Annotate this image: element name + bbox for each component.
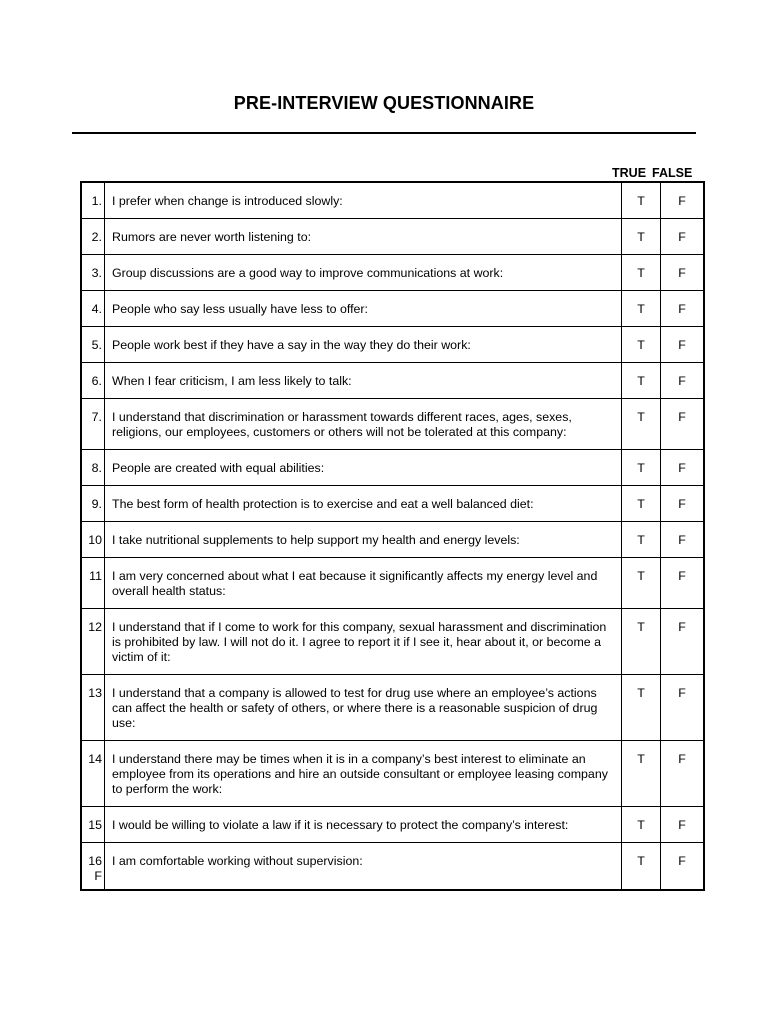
- question-text: I take nutritional supplements to help support my health and energy levels:: [105, 521, 622, 557]
- question-row: [81, 182, 704, 218]
- question-row: [81, 254, 704, 290]
- question-row: [81, 521, 704, 557]
- question-number: 8.: [81, 449, 105, 485]
- question-text: I understand there may be times when it is in a company’s best interest to eliminate an employee from its operations and hire an outside consultant or employee leasing company to perform the work:: [105, 740, 622, 806]
- question-row: [81, 362, 704, 398]
- question-text: I prefer when change is introduced slowly:: [105, 182, 622, 218]
- question-number: 10: [81, 521, 105, 557]
- true-option[interactable]: T: [622, 842, 661, 890]
- question-number: 16 F: [81, 842, 105, 890]
- question-text: Group discussions are a good way to improve communications at work:: [105, 254, 622, 290]
- false-option[interactable]: F: [661, 398, 705, 449]
- true-option[interactable]: T: [622, 449, 661, 485]
- true-option[interactable]: T: [622, 218, 661, 254]
- true-option[interactable]: T: [622, 485, 661, 521]
- question-row: [81, 398, 704, 449]
- question-number: 11: [81, 557, 105, 608]
- question-text: The best form of health protection is to exercise and eat a well balanced diet:: [105, 485, 622, 521]
- question-row: [81, 806, 704, 842]
- question-number: 5.: [81, 326, 105, 362]
- question-row: [81, 557, 704, 608]
- question-row: [81, 485, 704, 521]
- false-option[interactable]: F: [661, 842, 705, 890]
- true-option[interactable]: T: [622, 557, 661, 608]
- title-divider: [72, 132, 696, 134]
- question-number: 4.: [81, 290, 105, 326]
- question-text: Rumors are never worth listening to:: [105, 218, 622, 254]
- questionnaire-body: [81, 182, 704, 890]
- question-row: [81, 326, 704, 362]
- question-text: People work best if they have a say in the way they do their work:: [105, 326, 622, 362]
- true-option[interactable]: T: [622, 608, 661, 674]
- question-number: 3.: [81, 254, 105, 290]
- question-row: [81, 740, 704, 806]
- question-text: I understand that discrimination or harassment towards different races, ages, sexes, religions, our employees, customers or others will not be tolerated at this company:: [105, 398, 622, 449]
- question-number: 14: [81, 740, 105, 806]
- true-option[interactable]: T: [622, 740, 661, 806]
- false-option[interactable]: F: [661, 449, 705, 485]
- question-text: I am comfortable working without supervision:: [105, 842, 622, 890]
- true-option[interactable]: T: [622, 182, 661, 218]
- question-row: [81, 674, 704, 740]
- questionnaire-table: [80, 181, 705, 891]
- false-option[interactable]: F: [661, 254, 705, 290]
- question-number: 13: [81, 674, 105, 740]
- question-number: 6.: [81, 362, 105, 398]
- question-number: 1.: [81, 182, 105, 218]
- question-number: 12: [81, 608, 105, 674]
- false-option[interactable]: F: [661, 290, 705, 326]
- false-option[interactable]: F: [661, 218, 705, 254]
- false-column-label: FALSE: [652, 166, 693, 180]
- question-row: [81, 218, 704, 254]
- true-option[interactable]: T: [622, 674, 661, 740]
- question-row: [81, 449, 704, 485]
- question-row: [81, 608, 704, 674]
- true-option[interactable]: T: [622, 254, 661, 290]
- false-option[interactable]: F: [661, 326, 705, 362]
- question-number: 9.: [81, 485, 105, 521]
- question-text: People who say less usually have less to offer:: [105, 290, 622, 326]
- question-row: [81, 290, 704, 326]
- question-text: I understand that a company is allowed to test for drug use where an employee’s actions can affect the health or safety of others, or where there is a reasonable suspicion of drug use:: [105, 674, 622, 740]
- question-number: 15: [81, 806, 105, 842]
- true-option[interactable]: T: [622, 521, 661, 557]
- question-text: I would be willing to violate a law if it is necessary to protect the company’s interest:: [105, 806, 622, 842]
- false-option[interactable]: F: [661, 806, 705, 842]
- true-option[interactable]: T: [622, 806, 661, 842]
- false-option[interactable]: F: [661, 674, 705, 740]
- true-column-label: TRUE: [612, 166, 647, 180]
- answer-column-header: [612, 166, 698, 180]
- true-option[interactable]: T: [622, 290, 661, 326]
- false-option[interactable]: F: [661, 182, 705, 218]
- question-text: People are created with equal abilities:: [105, 449, 622, 485]
- question-number: 2.: [81, 218, 105, 254]
- false-option[interactable]: F: [661, 557, 705, 608]
- question-text: When I fear criticism, I am less likely to talk:: [105, 362, 622, 398]
- question-text: I am very concerned about what I eat because it significantly affects my energy level and overall health status:: [105, 557, 622, 608]
- false-option[interactable]: F: [661, 521, 705, 557]
- true-option[interactable]: T: [622, 326, 661, 362]
- false-option[interactable]: F: [661, 485, 705, 521]
- false-option[interactable]: F: [661, 362, 705, 398]
- page-title: PRE-INTERVIEW QUESTIONNAIRE: [233, 93, 535, 113]
- true-option[interactable]: T: [622, 362, 661, 398]
- true-option[interactable]: T: [622, 398, 661, 449]
- question-number: 7.: [81, 398, 105, 449]
- question-text: I understand that if I come to work for this company, sexual harassment and discrimination is prohibited by law. I will not do it. I agree to report it if I see it, hear about it, or become a victim of it:: [105, 608, 622, 674]
- question-row: [81, 842, 704, 890]
- false-option[interactable]: F: [661, 608, 705, 674]
- false-option[interactable]: F: [661, 740, 705, 806]
